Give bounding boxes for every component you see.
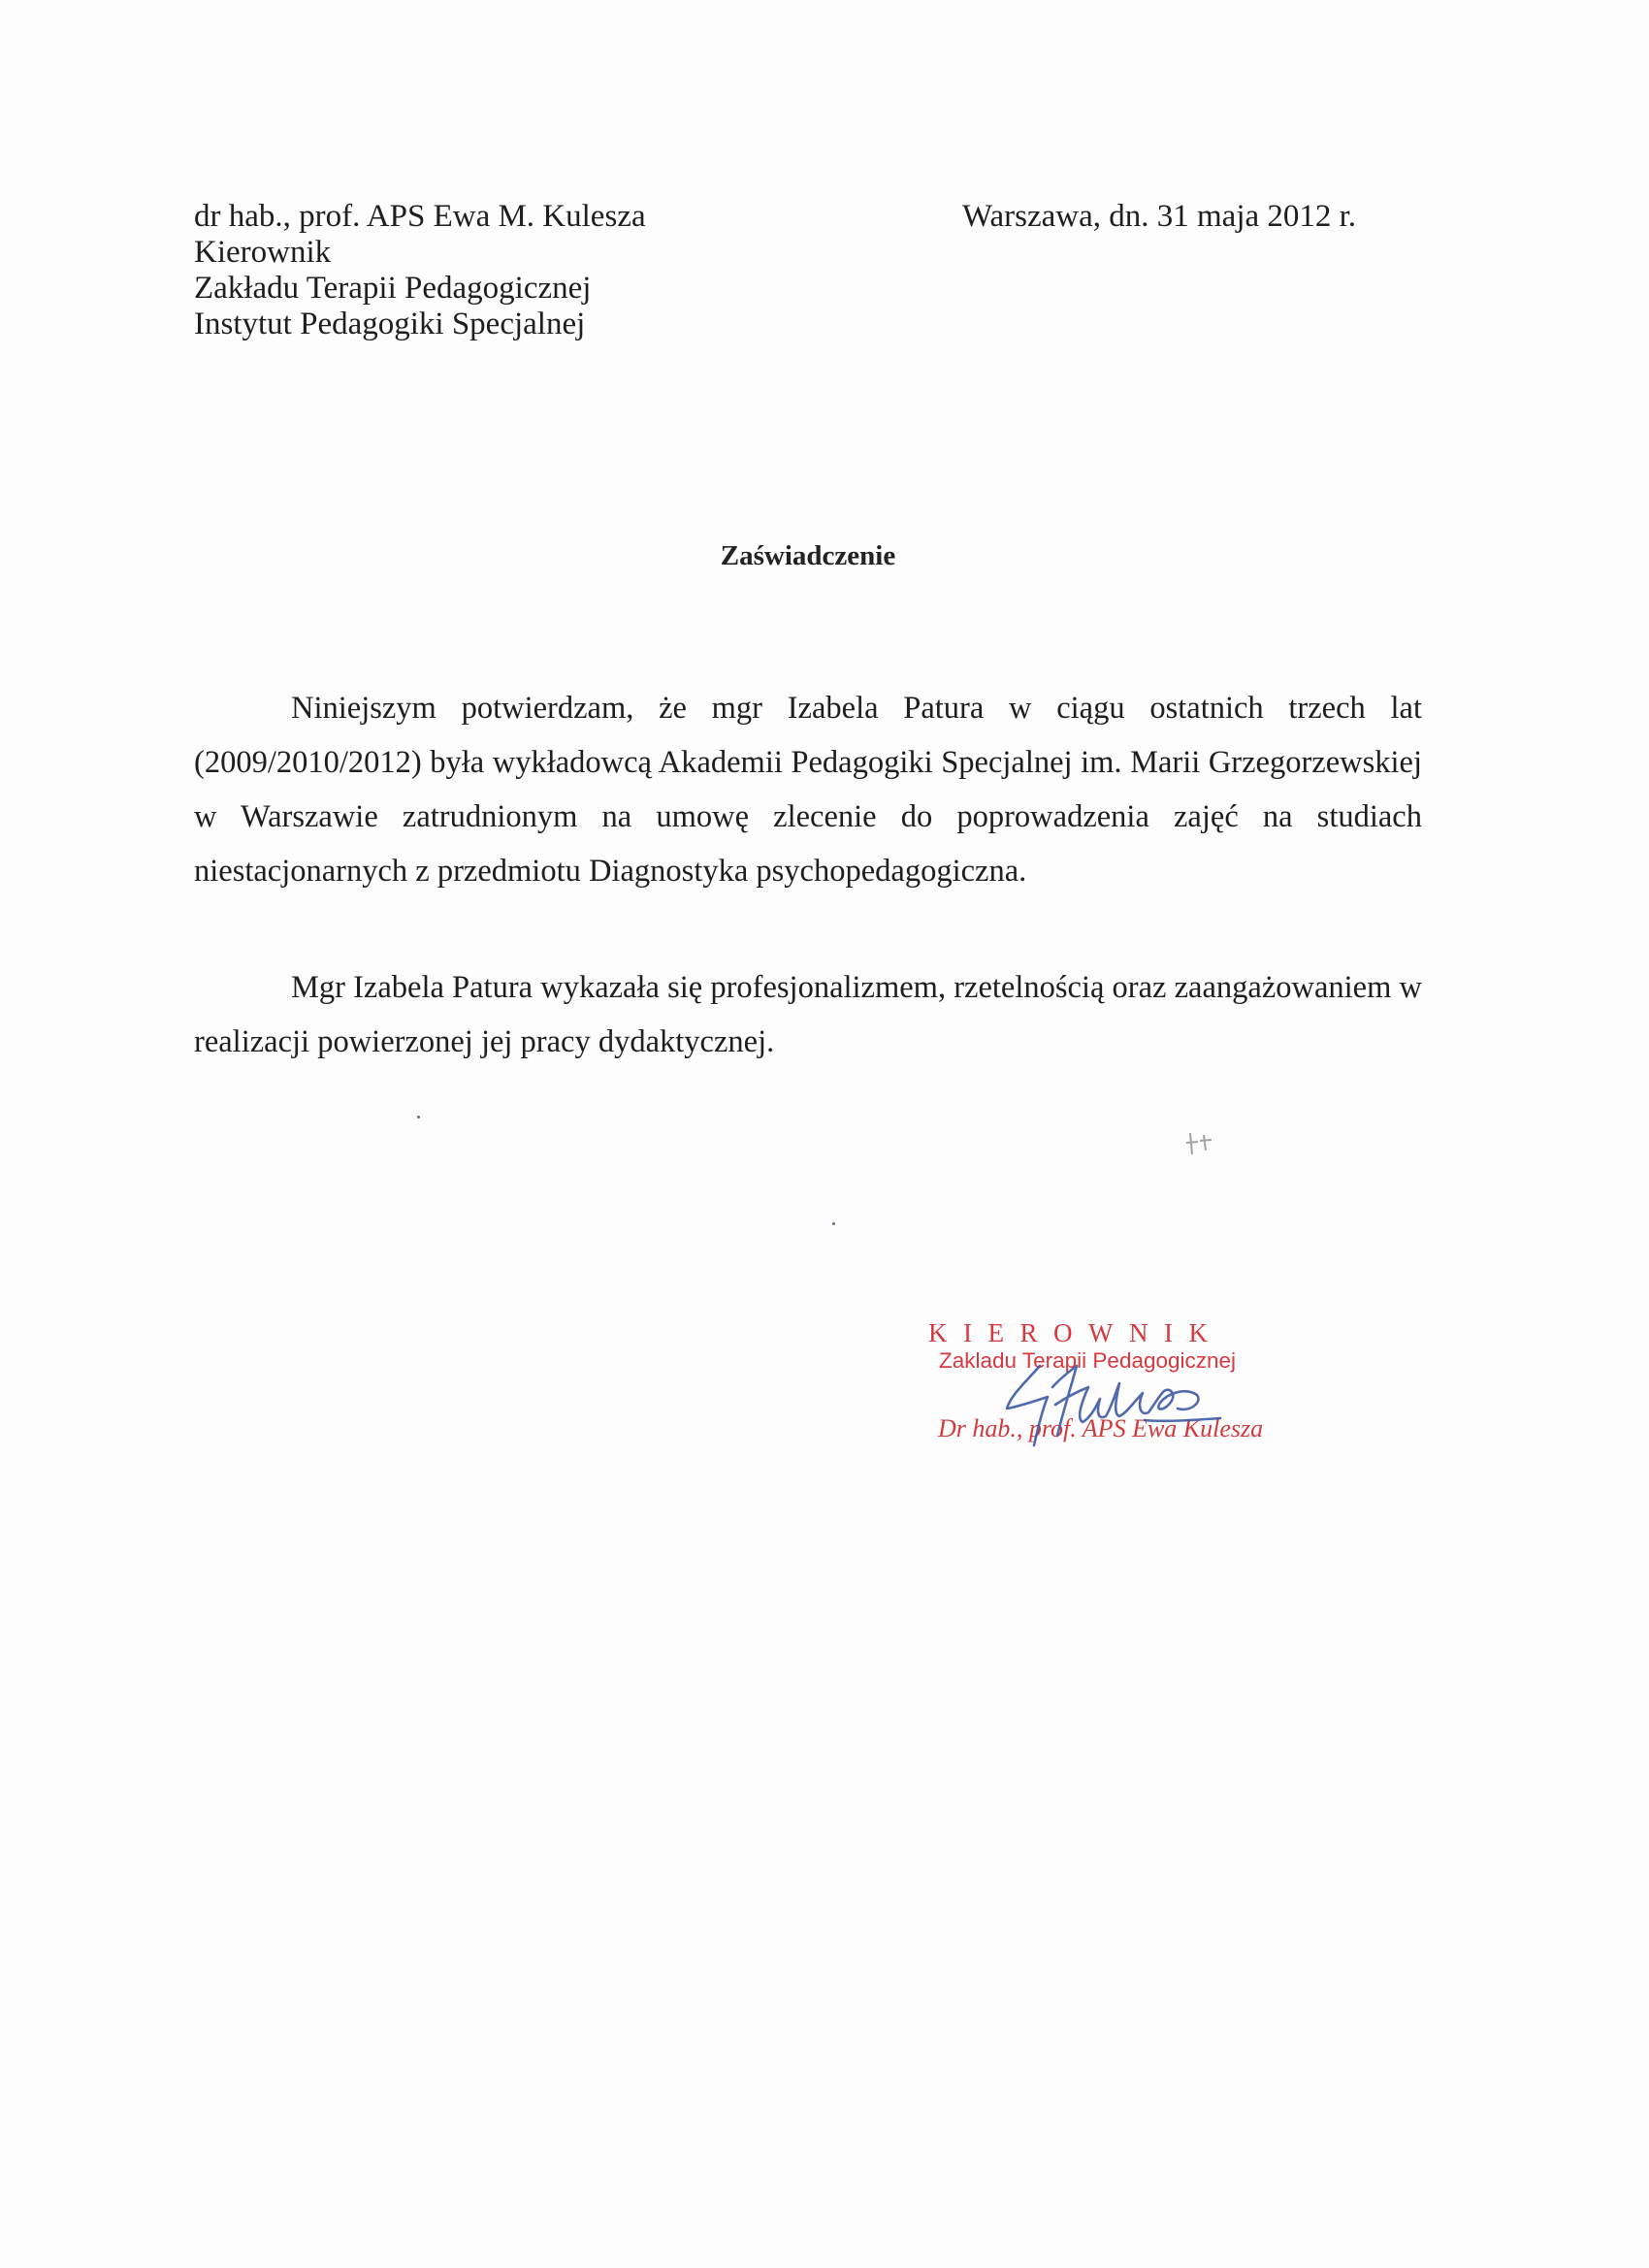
handwritten-signature [999, 1358, 1222, 1455]
scan-noise [1179, 1125, 1227, 1164]
document-title: Zaświadczenie [720, 540, 896, 571]
sender-institute: Instytut Pedagogiki Specjalnej [194, 307, 586, 341]
place-and-date: Warszawa, dn. 31 maja 2012 r. [962, 199, 1357, 234]
stamp-unit: Zakladu Terapii Pedagogicznej [939, 1348, 1237, 1373]
body-paragraph-1: Niniejszym potwierdzam, że mgr Izabela Patura w ciągu ostatnich trzech lat (2009/2010/2012) była wykładowcą Akademii Pedagogiki Specjalnej im. Marii Grzegorzewskiej w Warszawie zatrudnionym na umowę zlecenie do poprowadzenia zajęć na studiach niestacjonarnych z przedmiotu Diagnostyka psychopedagogiczna. [194, 691, 1422, 889]
sender-position: Kierownik [194, 235, 332, 270]
sender-block [194, 199, 646, 342]
body-paragraph-2: Mgr Izabela Patura wykazała się profesjonalizmem, rzetelnością oraz zaangażowaniem w realizacji powierzonej jej pracy dydaktycznej. [194, 970, 1422, 1059]
sender-department: Zakładu Terapii Pedagogicznej [194, 271, 592, 306]
sender-name: dr hab., prof. APS Ewa M. Kulesza [194, 199, 646, 234]
official-stamp [912, 1290, 1300, 1455]
scan-speck [832, 1222, 835, 1225]
stamp-name: Dr hab., prof. APS Ewa Kulesza [938, 1414, 1264, 1442]
scan-speck [417, 1116, 420, 1118]
stamp-title: KIEROWNIK [928, 1318, 1224, 1347]
